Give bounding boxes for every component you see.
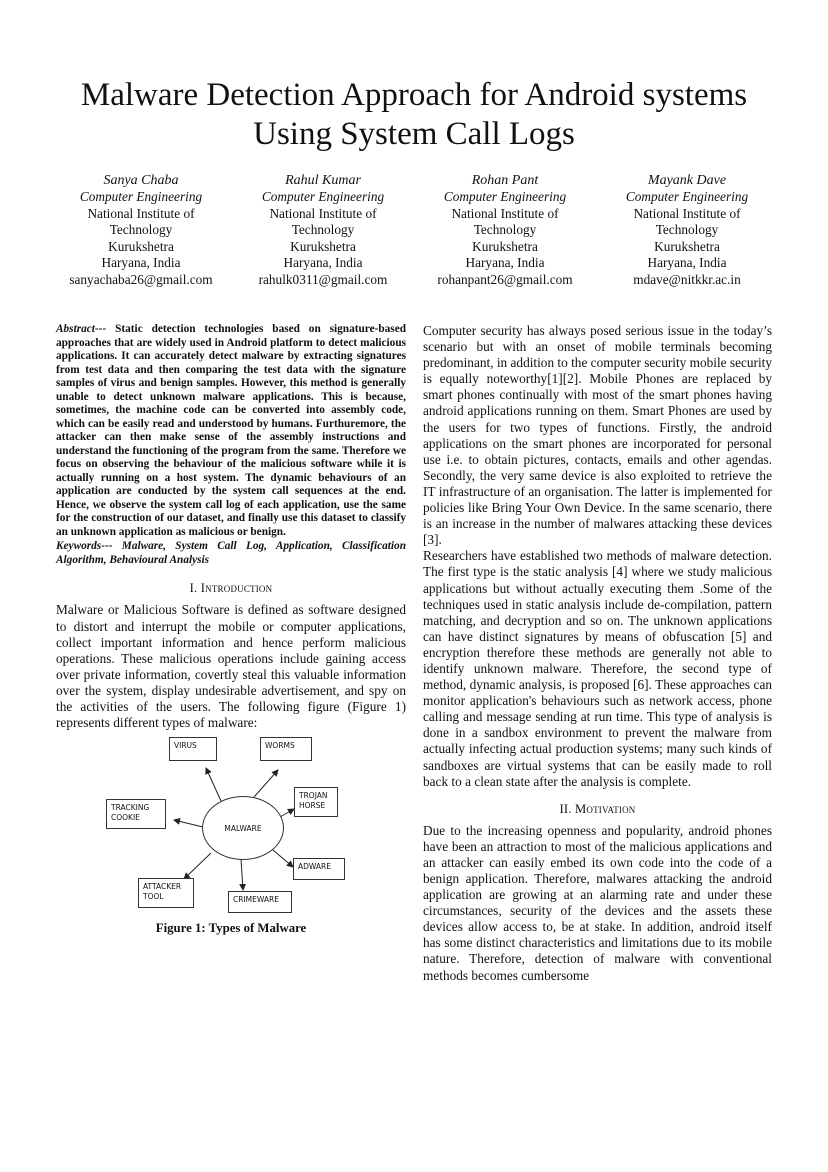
- arrow-to-virus: [206, 768, 221, 801]
- author-region: Haryana, India: [465, 255, 545, 271]
- right-paragraph-1: Computer security has always posed serious issue in the today’s scenario but with an onset of mobile terminals becoming predominant, in addition to the computer security mobile security is equally noteworthy[1][2]. Mobile Phones are replaced by smart phones continually with most of the smart phones having android applications running on them. Smart Phones are used by the users for two types of functions. Firstly, the android applications on the smart phones are incorporated for personal use i.e. to obtain pictures, contacts, emails and other agendas. Secondly, the very same device is also exploited to retrieve the IT infrastructure of an organisation. The latter is implemented for policies like Bring Your Own Device. In the same scenario, there is an increase in the number of malwares attacking these devices [3].: [423, 323, 772, 548]
- abstract-text: Static detection technologies based on signature-based approaches that are widely used in Android platform to detect malicious applications. It can accurately detect malware by extracting signatures from test data and then comparing the test data with the signature samples of virus and benign samples. However, this method is generally unable to detect unknown malware applications. This is because, sometimes, the machine code can be converted into assembly code, which can be easily read and understood by humans. Furthuremore, the attacker can then make sense of the assembly instructions and understand the functioning of the program from the same. Therefore we focus on observing the behaviour of the malicious software while it is actually running on a host system. The dynamic behaviours of an application are conducted by the system call sequences at the end. Hence, we observe the system call log of each application, use the same for the construction of our dataset, and finally use this dataset to classify an unknown application as malicious or benign.: [56, 323, 406, 538]
- arrow-to-crimeware: [241, 859, 243, 890]
- author-institute-2: Technology: [291, 222, 355, 238]
- author-4: [596, 172, 778, 289]
- paper-title: Malware Detection Approach for Android systems Using System Call Logs: [80, 77, 748, 152]
- arrow-to-worms: [254, 770, 278, 797]
- author-2: [232, 172, 414, 289]
- author-region: Haryana, India: [283, 255, 363, 271]
- keywords-label: Keywords---: [56, 540, 113, 552]
- author-institute-2: Technology: [473, 222, 537, 238]
- author-city: Kurukshetra: [290, 238, 356, 254]
- author-email: rohanpant26@gmail.com: [437, 271, 573, 287]
- tracking-label-line1: TRACKING: [111, 803, 150, 813]
- author-institute: National Institute of: [633, 205, 741, 221]
- author-name: Mayank Dave: [647, 173, 727, 188]
- trojan-horse-node: [294, 787, 338, 817]
- virus-node: VIRUS: [169, 737, 217, 761]
- section-heading-motivation: II. Motivation: [559, 801, 636, 816]
- author-department: Computer Engineering: [625, 189, 749, 204]
- arrow-to-tracking: [174, 820, 203, 827]
- left-column: [56, 323, 406, 942]
- attacker-tool-node: [138, 878, 194, 908]
- author-city: Kurukshetra: [472, 238, 538, 254]
- author-institute: National Institute of: [269, 205, 377, 221]
- author-department: Computer Engineering: [261, 189, 385, 204]
- crimeware-node: CRIMEWARE: [228, 891, 292, 913]
- trojan-label-line2: HORSE: [299, 801, 326, 811]
- attacker-label-line1: ATTACKER: [143, 882, 182, 892]
- malware-node: MALWARE: [202, 796, 284, 860]
- author-city: Kurukshetra: [654, 238, 720, 254]
- malware-types-diagram: [56, 737, 406, 942]
- section-heading-introduction: I. Introduction: [189, 581, 273, 596]
- author-department: Computer Engineering: [443, 189, 567, 204]
- keywords-text: Malware, System Call Log, Application, Classification Algorithm, Behavioural Analysis: [56, 540, 406, 567]
- author-name: Rahul Kumar: [285, 173, 361, 188]
- introduction-paragraph: Malware or Malicious Software is defined as software designed to distort and interrupt the mobile or computer applications, collect important information and hence perform malicious operations. These malicious operations include gaining access over private information, covertly steal this valuable information over the system, display undesirable advertisement, and spy on the activities of the users. The following figure (Figure 1) represents different types of malware:: [56, 602, 406, 731]
- worms-node: WORMS: [260, 737, 312, 761]
- arrow-to-adware: [273, 850, 293, 867]
- arrow-to-attacker: [184, 853, 211, 879]
- author-institute-2: Technology: [109, 222, 173, 238]
- right-column: [423, 323, 772, 984]
- abstract: [56, 323, 406, 539]
- author-3: [414, 172, 596, 289]
- author-1: [50, 172, 232, 289]
- author-city: Kurukshetra: [108, 238, 174, 254]
- figure-caption: Figure 1: Types of Malware: [155, 921, 307, 936]
- author-email: mdave@nitkkr.ac.in: [633, 271, 741, 287]
- author-region: Haryana, India: [101, 255, 181, 271]
- tracking-cookie-node: [106, 799, 166, 829]
- arrow-to-trojan: [280, 809, 294, 817]
- author-institute: National Institute of: [87, 205, 195, 221]
- author-institute-2: Technology: [655, 222, 719, 238]
- author-name: Sanya Chaba: [103, 173, 179, 188]
- trojan-label-line1: TROJAN: [299, 791, 328, 801]
- motivation-paragraph: Due to the increasing openness and popularity, android phones have been an attraction to most of the malicious applications and an attacker can easily embed its own code into the code of a benign application. Therefore, malwares attacking the android application are growing at an alarming rate and under these circumstances, security of the devices and the assets these devices allow access to, be at stake. In addition, android itself has some distinct characteristics and limitations due to its mobile nature. Therefore, detection of malware with conventional methods becomes cumbersome: [423, 822, 772, 983]
- keywords: [56, 539, 406, 567]
- abstract-label: Abstract---: [56, 323, 107, 335]
- attacker-label-line2: TOOL: [143, 892, 164, 902]
- author-email: sanyachaba26@gmail.com: [69, 271, 213, 287]
- author-region: Haryana, India: [647, 255, 727, 271]
- author-email: rahulk0311@gmail.com: [258, 271, 388, 287]
- author-institute: National Institute of: [451, 205, 559, 221]
- right-paragraph-2: Researchers have established two methods of malware detection. The first type is the static analysis [4] where we study malicious applications but without actually executing them .Some of the techniques used in static analysis include de-compilation, pattern matching, and decryption and so on. The unknown applications can have distinct signatures by means of obfuscation [5] and encryption therefore these methods are generally not able to identify unknown malware. Therefore, the second type of method, dynamic analysis, is proposed [6]. These approaches can monitor application's behaviours such as network access, phone calling and message sending at run time. This type of analysis is done in a sandbox environment to prevent the malware from actually infecting actual production systems; many such kinds of sandboxes are virtual systems that can be easily made to roll back to a clean state after the analysis is complete.: [423, 548, 772, 789]
- tracking-label-line2: COOKIE: [111, 813, 140, 823]
- author-block: [50, 172, 778, 289]
- author-name: Rohan Pant: [471, 173, 539, 188]
- author-department: Computer Engineering: [79, 189, 203, 204]
- adware-node: ADWARE: [293, 858, 345, 880]
